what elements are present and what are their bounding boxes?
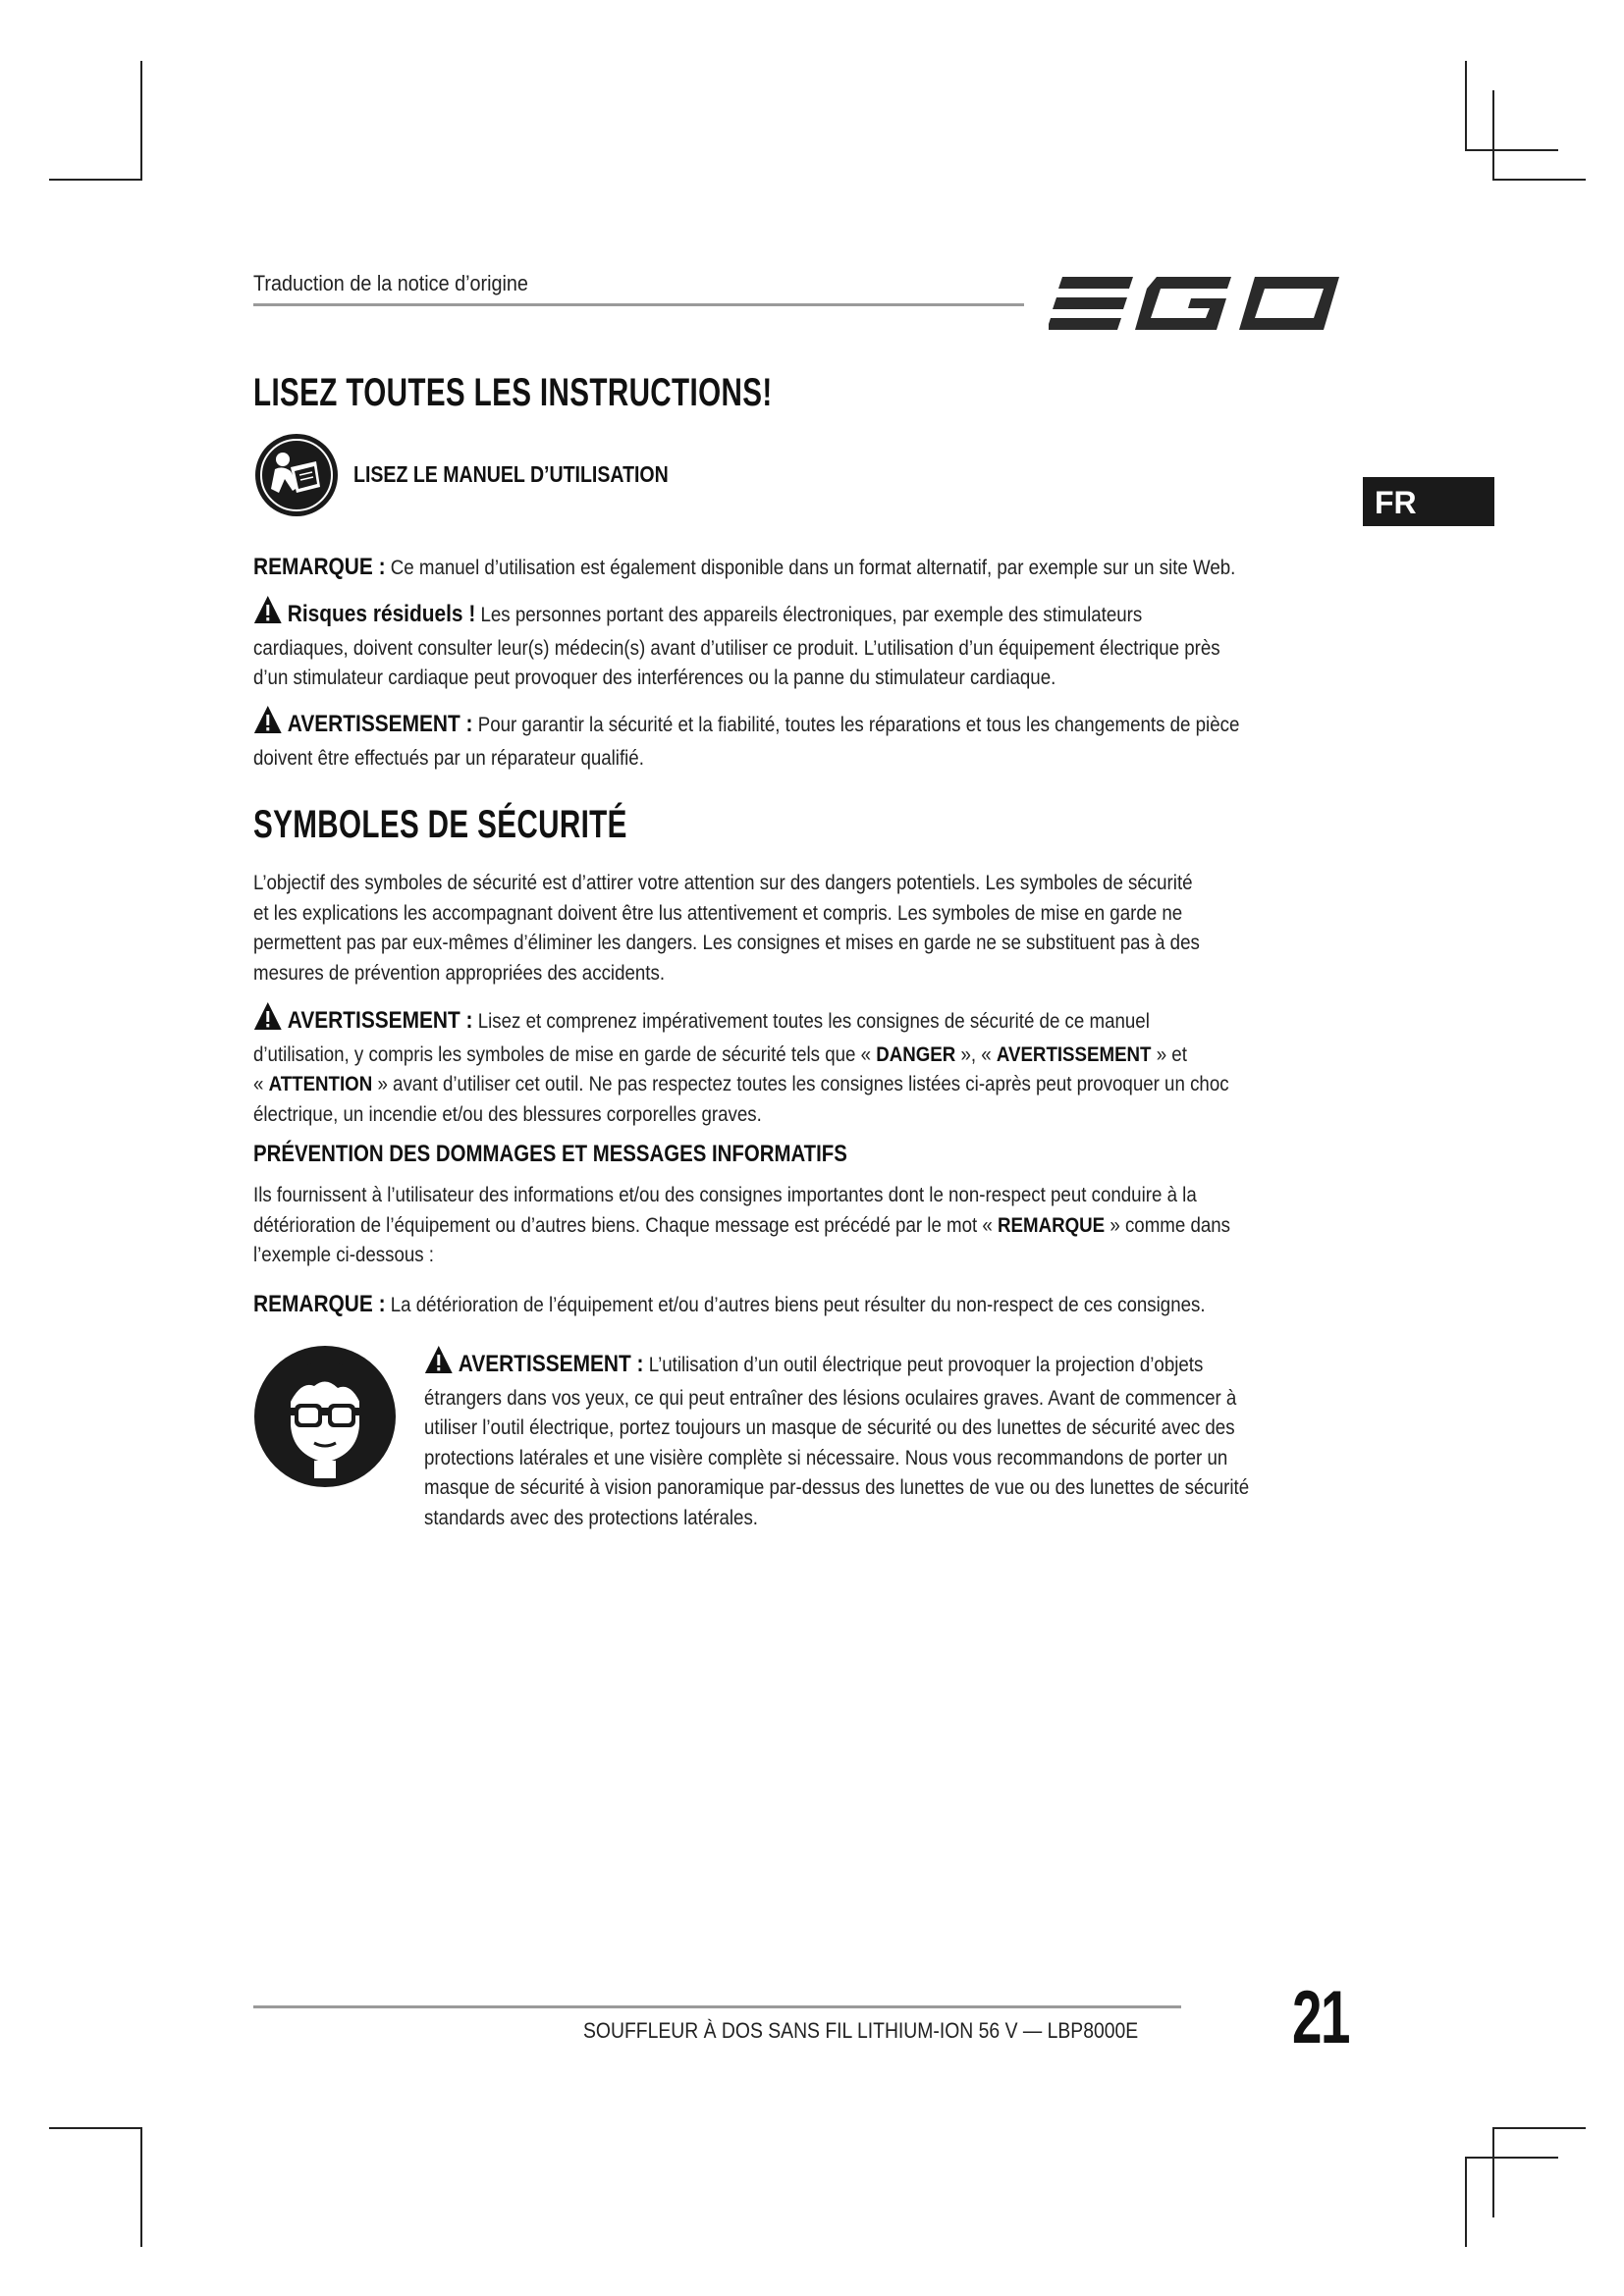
page-number: 21 — [1292, 1976, 1349, 2059]
warning-text: d’utilisation, y compris les symboles de mise en garde de sécurité tels que « — [253, 1041, 877, 1066]
warning-text: « — [253, 1072, 269, 1095]
language-tab: FR — [1363, 477, 1494, 526]
warning-line: Pour garantir la sécurité et la fiabilité, toutes les réparations et tous les changements de pièce — [477, 713, 1240, 736]
read-manual-icon — [253, 432, 340, 523]
warning-line: Lisez et comprenez impérativement toutes les consignes de sécurité de ce manuel — [477, 1009, 1150, 1033]
remarque-text: La détérioration de l’équipement et/ou d’autres biens peut résulter du non-respect de ces consignes. — [390, 1293, 1206, 1316]
safety-goggles-icon — [253, 1345, 397, 1493]
warning-triangle-icon — [253, 595, 283, 633]
remarque-keyword: REMARQUE — [998, 1212, 1106, 1237]
goggles-line: étrangers dans vos yeux, ce qui peut entraîner des lésions oculaires graves. Avant de commencer à — [424, 1385, 1237, 1410]
warning-text: », « — [955, 1041, 997, 1066]
safety-symbols-intro — [253, 868, 1200, 988]
intro-line: permettent pas par eux-mêmes d’éliminer les dangers. Les consignes et mises en garde ne se substituent pas à des — [253, 931, 1200, 954]
remarque-label: REMARQUE : — [253, 554, 386, 580]
warning-triangle-icon — [253, 705, 283, 743]
warning-triangle-icon — [424, 1345, 454, 1383]
goggles-line: standards avec des protections latérales. — [424, 1505, 759, 1529]
goggles-line: utiliser l’outil électrique, portez toujours un masque de sécurité ou des lunettes de sécurité avec des — [424, 1415, 1235, 1439]
intro-line: mesures de prévention appropriées des accidents. — [253, 960, 666, 985]
prevention-line: Ils fournissent à l’utilisateur des informations et/ou des consignes importantes dont le non-respect peut conduire à la — [253, 1183, 1197, 1206]
danger-keyword: DANGER — [876, 1041, 956, 1066]
footer-rule — [253, 2005, 1181, 2008]
warning-line: électrique, un incendie et/ou des blessures corporelles graves. — [253, 1101, 762, 1126]
section-title-safety-symbols: SYMBOLES DE SÉCURITÉ — [253, 803, 627, 846]
remarque-example-paragraph — [253, 1290, 1206, 1320]
subsection-title-prevention: PRÉVENTION DES DOMMAGES ET MESSAGES INFORMATIFS — [253, 1141, 847, 1167]
warning-read-paragraph — [253, 1001, 1229, 1129]
warning-label: AVERTISSEMENT : — [458, 1351, 644, 1377]
prevention-line: l’exemple ci-dessous : — [253, 1243, 435, 1266]
warning-label: AVERTISSEMENT : — [287, 1007, 473, 1034]
residual-risks-line: Les personnes portant des appareils électroniques, par exemple des stimulateurs — [480, 603, 1143, 626]
attention-keyword: ATTENTION — [268, 1072, 373, 1095]
avertissement-keyword: AVERTISSEMENT — [996, 1041, 1152, 1066]
warning-repairs-paragraph — [253, 705, 1239, 773]
residual-risks-line: cardiaques, doivent consulter leur(s) médecin(s) avant d’utiliser ce produit. L’utilisation d’un équipement électrique près — [253, 635, 1220, 660]
warning-line: doivent être effectués par un réparateur qualifié. — [253, 745, 644, 770]
goggles-line: L’utilisation d’un outil électrique peut provoquer la projection d’objets — [648, 1353, 1204, 1376]
warning-text: » et — [1151, 1041, 1187, 1066]
ego-logo — [1049, 271, 1343, 341]
goggles-warning-paragraph — [424, 1345, 1249, 1532]
intro-line: et les explications les accompagnant doivent être lus attentivement et compris. Les symboles de mise en garde ne — [253, 900, 1183, 925]
warning-text: » avant d’utiliser cet outil. Ne pas respectez toutes les consignes listées ci-après peut provoquer un choc — [372, 1072, 1229, 1095]
goggles-line: masque de sécurité à vision panoramique par-dessus des lunettes de vue ou des lunettes de sécurité — [424, 1475, 1250, 1499]
warning-triangle-icon — [253, 1001, 283, 1040]
prevention-text: » comme dans — [1105, 1212, 1231, 1237]
translation-note: Traduction de la notice d’origine — [253, 271, 528, 295]
residual-risks-line: d’un stimulateur cardiaque peut provoquer des interférences ou la panne du stimulateur cardiaque. — [253, 666, 1056, 689]
residual-risks-paragraph — [253, 595, 1220, 693]
logo-text: EGO — [1049, 271, 1052, 272]
warning-label: AVERTISSEMENT : — [287, 711, 473, 737]
goggles-line: protections latérales et une visière complète si nécessaire. Nous vous recommandons de porter un — [424, 1445, 1228, 1469]
prevention-paragraph — [253, 1180, 1230, 1270]
remarque-text: Ce manuel d’utilisation est également disponible dans un format alternatif, par exemple sur un site Web. — [390, 556, 1236, 579]
intro-line: L’objectif des symboles de sécurité est d’attirer votre attention sur des dangers potentiels. Les symboles de sécurité — [253, 871, 1193, 894]
footer-product-name: SOUFFLEUR À DOS SANS FIL LITHIUM-ION 56 V — LBP8000E — [583, 2018, 1139, 2043]
prevention-text: détérioration de l’équipement ou d’autres biens. Chaque message est précédé par le mot « — [253, 1212, 999, 1237]
section-title-instructions: LISEZ TOUTES LES INSTRUCTIONS! — [253, 371, 773, 414]
header-rule — [253, 303, 1024, 306]
residual-risks-label: Risques résiduels ! — [287, 601, 476, 627]
read-manual-label: LISEZ LE MANUEL D’UTILISATION — [353, 461, 669, 487]
remarque-label: REMARQUE : — [253, 1291, 386, 1317]
remarque-paragraph — [253, 553, 1235, 583]
